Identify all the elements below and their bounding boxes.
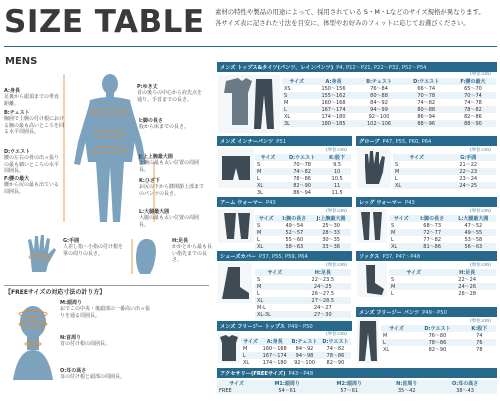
table-row: L 78〜86 76 <box>381 339 496 346</box>
table-row: 3L 86〜94 11.5 <box>257 189 343 196</box>
table-row: XS 150〜156 76〜84 66〜74 65〜70 <box>284 85 482 92</box>
part-waist: D:ウエスト 腰の左右の骨の出っ張りの最も細いところの水平周囲長。 <box>4 149 60 175</box>
table-row: XL 82〜90 78 <box>383 346 483 353</box>
table-row: XL 81〜86 56〜63 <box>389 243 496 250</box>
table-row: L 26〜28 <box>391 290 477 297</box>
tops-size-table <box>282 78 496 127</box>
table-row: S 155〜162 80〜88 70〜78 70〜74 <box>282 92 496 99</box>
title-divider <box>4 46 497 47</box>
leg-unit: (単位:cm) <box>470 209 491 214</box>
sock-unit: (単位:cm) <box>470 263 491 268</box>
part-foot-length: H:足長 かかとから最も長い指先までの長さ。 <box>172 238 213 264</box>
glove-table-head: サイズ G:手囲 <box>393 154 496 161</box>
table-header-arm: アーム ウォーマー P43 <box>217 197 352 207</box>
inner-product-image <box>218 148 254 188</box>
table-row: M 52〜57 28〜33 <box>255 229 351 236</box>
intro-line-2: 各サイズ表に記された寸法を目安に、体型やお好みのフィットに応じてお選びください。 <box>215 19 470 27</box>
table-row: L 55〜60 30〜35 <box>257 236 340 243</box>
glove-size-table <box>393 154 496 189</box>
fleece-pants-size-table <box>381 325 496 353</box>
table-row: L 167〜174 94〜99 80〜88 78〜82 <box>282 106 496 113</box>
part-sleeve-length: P:ゆき丈 首の後ろの中心から肩先点を通り、手首までの長さ。 <box>137 84 203 103</box>
tops-unit: (単位:cm) <box>470 72 491 77</box>
table-row: 3L 180〜185 102〜106 88〜96 88〜90 <box>282 120 496 127</box>
part-hip: F:腰の最大 腰から尻の最も出ている周囲長。 <box>4 176 60 195</box>
arm-product-image <box>218 209 254 243</box>
table-row: L 26〜27.5 <box>257 290 335 297</box>
leg-product-image <box>357 209 387 243</box>
intro-line-1: 素材の特性や製品の用途によって、採用されている S・M・Lなどのサイズ規格が異なります。 <box>215 8 485 16</box>
glove-product-image <box>357 148 391 188</box>
sock-size-table <box>389 269 496 297</box>
table-row: L 23〜24 <box>395 175 478 182</box>
part-leg-length: I:脚の長さ 股から床までの長さ。 <box>139 118 189 131</box>
table-header-leg: レッグ ウォーマー P43 <box>356 197 497 207</box>
table-row: M 22〜23 <box>393 168 496 175</box>
part-inseam: K:ひざ下 お尻の下から膝関節上部までのパンツの長さ。 <box>139 178 205 197</box>
free-size-heading: 【FREEサイズの対応寸法の計り方】 <box>5 289 106 296</box>
arm-unit: (単位:cm) <box>326 209 347 214</box>
table-row: XL 24〜25 <box>393 182 496 189</box>
table-row: L 167〜174 94〜98 78〜86 <box>241 352 351 359</box>
glove-unit: (単位:cm) <box>470 148 491 153</box>
free-item-head: M:頭周り おでこの中央・後頭部の一番高い出っ張りを通る周囲長。 <box>60 300 150 319</box>
fleece-table-head: サイズ A:身長 B:チェスト D:ウエスト <box>241 338 351 345</box>
part-upper-arm: J:上上腕最大囲 上腕の最も太い位置の周囲長。 <box>139 154 200 173</box>
table-row: S 70〜78 9.5 <box>257 161 342 168</box>
table-header-inner: メンズ インナーパンツ P51 <box>217 136 352 146</box>
part-hand-girth: G:手囲 人差し指〜小指の付け根を掌の周りの長さ。 <box>63 238 124 257</box>
fleece-pants-table-head: サイズ D:ウエスト K:股下 <box>381 325 496 332</box>
table-header-acc: アクセサリー(FREEサイズ) P43〜P48 <box>217 368 497 378</box>
fleece-product-image <box>218 333 240 363</box>
table-row: L 78〜86 10.5 <box>257 175 343 182</box>
shoe-size-table <box>255 269 351 318</box>
part-height: A:身長 足裏から頭頂までの垂直距離。 <box>4 88 60 107</box>
shoe-table-head: サイズ H:足長 <box>255 269 351 276</box>
fleece-size-table <box>241 338 351 366</box>
acc-size-table <box>217 380 497 394</box>
table-row: XL 174〜180 92〜100 86〜94 82〜86 <box>284 113 482 120</box>
foot-icon <box>128 234 168 278</box>
table-header-glove: グローブ P47, P55, P60, P64 <box>356 136 497 146</box>
table-row: XL 58〜63 33〜38 <box>255 243 351 250</box>
table-row: S 22〜24 <box>391 276 477 283</box>
inner-table-head: サイズ D:ウエスト K:股下 <box>255 154 351 161</box>
shoe-product-image <box>218 263 252 303</box>
table-row: M 160〜168 84〜92 74〜82 <box>243 345 345 352</box>
table-row: S 22〜23.5 <box>257 276 335 283</box>
table-row: M 74〜82 10 <box>255 168 351 175</box>
part-thigh: L:大腿最大囲 大腿の最も太い位置の周囲長。 <box>139 209 200 228</box>
table-row: XL 27〜28.5 <box>255 297 351 304</box>
table-row: M 24〜26 <box>389 283 496 290</box>
inner-size-table <box>255 154 351 196</box>
table-header-shoe: シューズカバー P37, P55, P59, P64 <box>217 251 352 261</box>
table-row: S 21〜22 <box>395 161 478 168</box>
shoe-unit: (単位:cm) <box>326 263 347 268</box>
table-row: S 68〜73 47〜52 <box>391 222 483 229</box>
table-row: M 76〜80 74 <box>383 332 483 339</box>
table-header-fleece: メンズ フリージー トップス P49〜P50 <box>217 321 352 331</box>
table-row: L 77〜82 53〜58 <box>391 236 483 243</box>
table-row: M 160〜168 84〜92 74〜82 74〜78 <box>284 99 482 106</box>
table-row: M 24〜25 <box>255 283 351 290</box>
fleece-unit: (単位:cm) <box>326 332 347 337</box>
table-row: FREE 54〜61 57〜61 35〜42 38〜43 <box>217 387 497 394</box>
sock-table-head: サイズ H:足長 <box>389 269 496 276</box>
acc-table-head: サイズ M1:頭周り M2:頭周り N:首周り O:耳の高さ <box>217 380 497 387</box>
table-row: M 72〜77 49〜55 <box>389 229 496 236</box>
table-row: XL-3L 27〜30 <box>255 311 351 318</box>
fleece-pants-product-image <box>357 319 379 363</box>
fleece-pants-unit: (単位:cm) <box>470 319 491 324</box>
arm-size-table <box>255 215 351 250</box>
hand-icon <box>22 232 62 276</box>
leg-table-head: サイズ I:脚の長さ L:大腿最大囲 <box>389 215 496 222</box>
intro-text <box>215 7 497 29</box>
table-row: XL 82〜90 11 <box>255 182 351 189</box>
free-item-ear: O:耳の高さ 耳の付け根と頭部の周囲長。 <box>60 368 126 381</box>
table-header-sock: ソックス P37, P47〜P48 <box>356 251 497 261</box>
table-header-fleece-pants: メンズ フリージー パンツ P49〜P50 <box>356 307 497 317</box>
free-item-neck: N:首周り 首の付け根の周囲長。 <box>60 335 111 348</box>
tops-table-head: サイズ A:身長 B:チェスト D:ウエスト F:腰の最大 <box>282 78 496 85</box>
leg-size-table <box>389 215 496 250</box>
section-heading-mens: MENS <box>5 56 38 67</box>
sock-product-image <box>357 263 387 297</box>
table-row: M-L 24〜27 <box>257 304 332 311</box>
page-title: SIZE TABLE <box>4 4 205 40</box>
table-header-tops: メンズ トップス&タイツ(パンツ、レインパンツ) P4, P12〜P21, P22〜P32, P52〜P54 <box>217 62 497 72</box>
arm-table-head: サイズ I:腕の長さ J:上腕最大囲 <box>255 215 351 222</box>
part-chest: B:チェスト 胸囲で上腕の付け根における胸の最も高いところを回る水平周囲長。 <box>4 110 65 136</box>
table-row: S 49〜54 25〜30 <box>257 222 340 229</box>
tops-product-image <box>218 75 280 133</box>
inner-unit: (単位:cm) <box>326 148 347 153</box>
head-neck-illustration <box>8 300 58 390</box>
table-row: XL 174〜180 92〜100 82〜90 <box>243 359 345 366</box>
